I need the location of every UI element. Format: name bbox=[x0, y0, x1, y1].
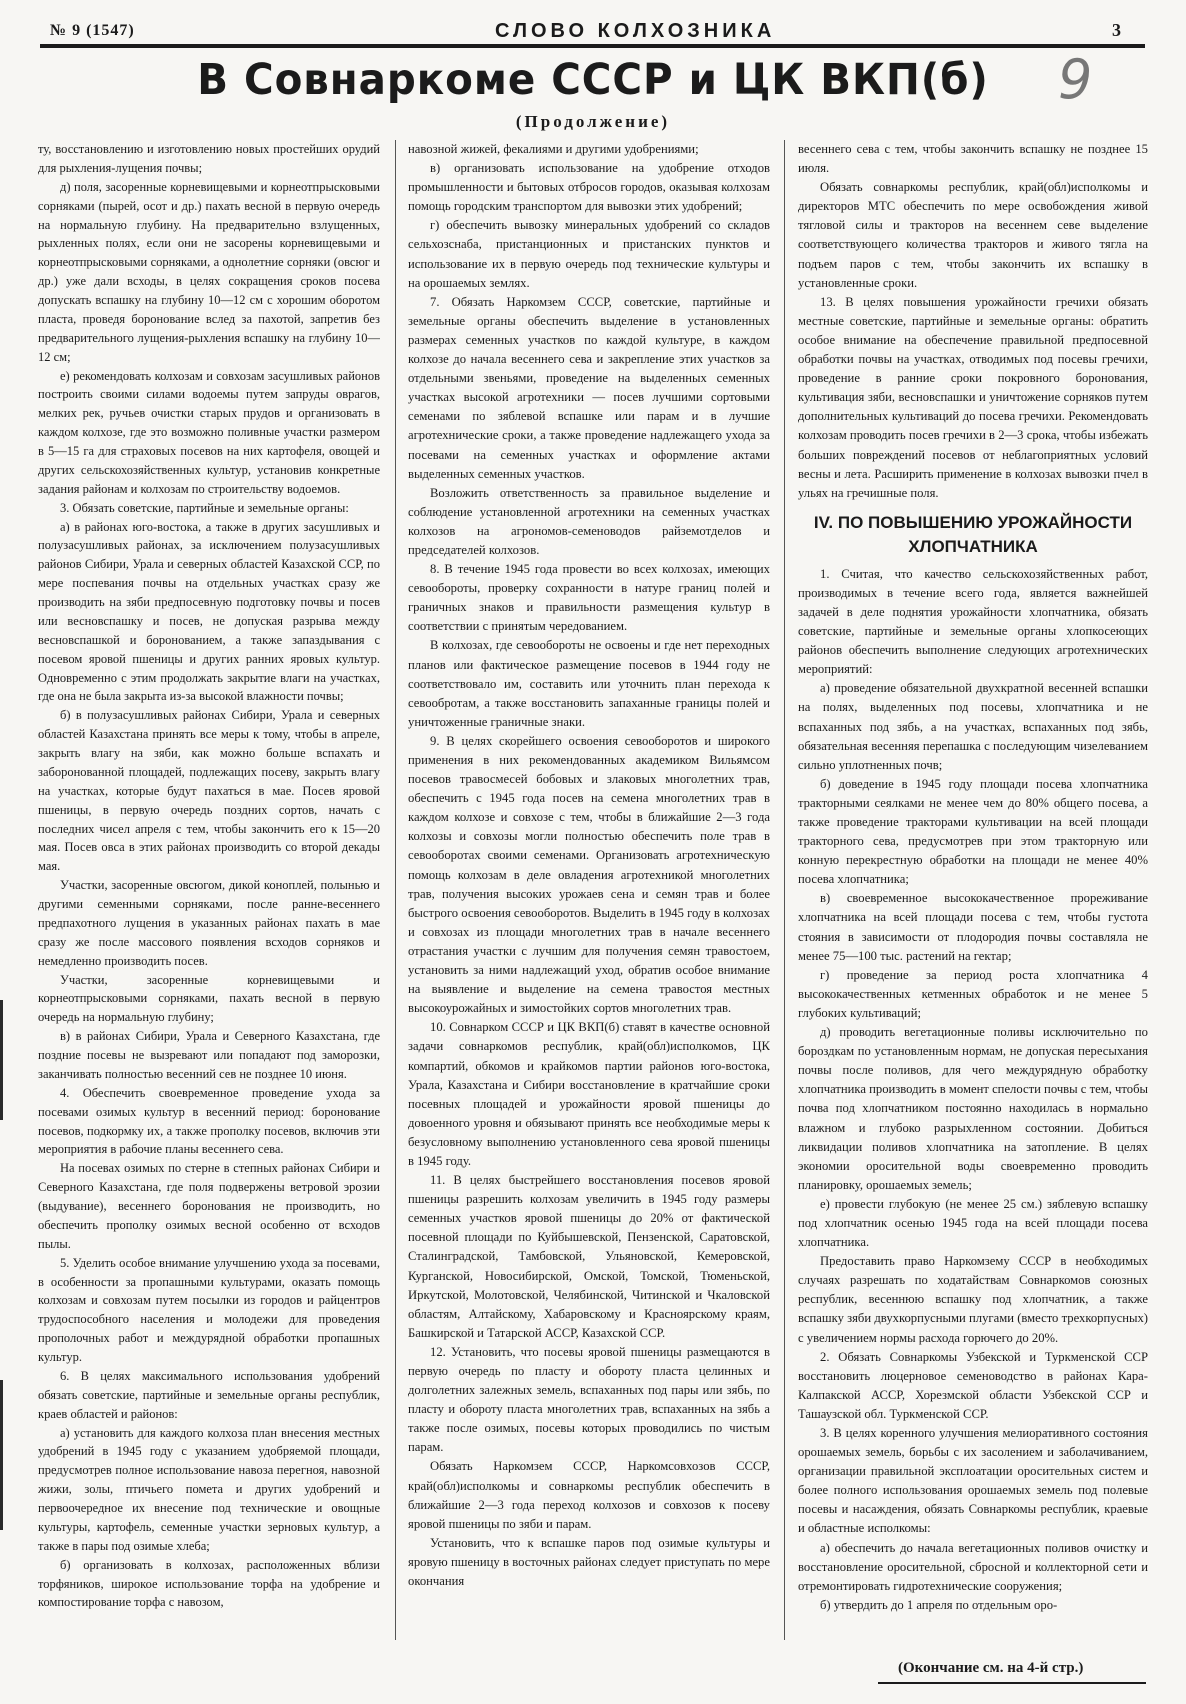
article-paragraph: 9. В целях скорейшего освоения севооборотов и широкого применения в них рекомендованных академиком Вильямсом посевов травосмесей бобовых и злаковых многолетних трав, обеспечить с 1945 года посев на семена многолетних трав в каждом колхозе и совхозе с тем, чтобы в ближайшие 2—3 года колхозы и совхозы могли полностью обеспечить поле трав в севооборотах своими семенами. Организовать агротехническую помощь колхозам в деле овладения агротехникой многолетних трав, получения высоких урожаев сена и семян трав и более быстрого освоения севооборотов. Выделить в 1945 году в колхозах и совхозах из площади многолетних трав в начале весеннего отрастания участки с лучшим для получения семян травостоем, установить за ними надлежащий уход, обратив особое внимание на выявление и выделение на семена травостоя местных высокоурожайных и зимостойких сортов многолетних трав. bbox=[408, 733, 770, 1016]
article-paragraph: д) поля, засоренные корневищевыми и корнеотпрысковыми сорняками (пырей, осот и др.) пахать весной в первую очередь на нормальную глубину. На предварительно взлущенных, рыхленных полях, если они не засорены корневищевыми и корнеотпрысковыми сорняками, а однолетние сорняки (овсюг и др.) уже дали всходы, в целях сокращения сроков посева допускать вспашку на глубину 10—12 см с хорошим оборотом пласта, проведя боронование вслед за пахотой, запретив без предварительного лущения-рыхления вспашку на глубину 10—12 см; bbox=[38, 179, 380, 364]
article-paragraph: е) рекомендовать колхозам и совхозам засушливых районов построить своими силами водоемы путем запруды оврагов, мелких рек, ручьев очистки старых прудов и организовать в каждом колхозе, где это возможно поливные участки размером в 5—15 га для страховых посевов на них картофеля, овощей и других сельскохозяйственных культур, установив конкретные задания районам и колхозам по строительству водоемов. bbox=[38, 368, 380, 496]
article-paragraph: 1. Считая, что качество сельскохозяйственных работ, производимых в течение всего года, является важнейшей задачей в деле поднятия урожайности хлопчатника, обязать советские, партийные и земельные органы хлопкосеющих районов обеспечить выполнение следующих агротехнических мероприятий: bbox=[798, 566, 1148, 677]
article-paragraph: 11. В целях быстрейшего восстановления посевов яровой пшеницы разрешить колхозам увеличить в 1945 году размеры семенных участков яровой пшеницы до 20% от фактической посевной площади по Куйбышевской, Пензенской, Саратовской, Сталинградской, Тамбовской, Ульяновской, Кемеровской, Курганской, Новосибирской, Омской, Томской, Тюменьской, Иркутской, Молотовской, Челябинской, Читинской и Чкаловской областям, Алтайскому, Хабаровскому и Красноярскому краям, Башкирской и Татарской АССР, Казахской ССР. bbox=[408, 1173, 770, 1340]
article-paragraph: весеннего сева с тем, чтобы закончить вспашку не позднее 15 июля. bbox=[798, 142, 1148, 176]
article-paragraph: б) доведение в 1945 году площади посева хлопчатника тракторными сеялками не менее чем до 80% общего посева, а также проведение тракторами культивации на всей площади тракторного сева, предусмотрев при этом тракторную или конную перекрестную обработки на площади не менее 40% посева хлопчатника; bbox=[798, 776, 1148, 887]
article-paragraph: а) в районах юго-востока, а также в других засушливых и полузасушливых районах, за исключением полузасушливых районов Сибири, Урала и северных областей Казахской ССР, по мере поспевания почвы на отдельных участках сразу же производить на зяби предпосевную подготовку почвы и посев или весновспашку и посев, не допуская разрыва между весновспашкой и боронованием, а также запаздывания с посевом яровой пшеницы и других ранних яровых культур. Одновременно с этим продолжать закрытие влаги на участках, где она не была закрыта из-за высокой влажности почвы; bbox=[38, 519, 380, 704]
article-column-1 bbox=[38, 140, 380, 1644]
article-paragraph: 13. В целях повышения урожайности гречихи обязать местные советские, партийные и земельные органы: обратить особое внимание на обеспечение правильной предпосевной обработки почвы на участках, отводимых под посевы гречихи, проведение в ранние сроки покровного боронования, культивация зяби, весновспашки и уничтожение сорняков путем дополнительных культиваций до посева гречихи. Рекомендовать колхозам проводить посев гречихи в 2—3 срока, чтобы избежать больших повреждений посевов от неблагоприятных условий весны и лета. Расширить применение в колхозах вывозки пчел в ульях на гречишные поля. bbox=[798, 294, 1148, 500]
left-edge-mark bbox=[0, 1000, 3, 1120]
article-paragraph: в) организовать использование на удобрение отходов промышленности и бытовых отбросов городов, оказывая колхозам помощь городским транспортом для вывозки этих удобрений; bbox=[408, 161, 770, 214]
article-paragraph: Обязать Наркомзем СССР, Наркомсовхозов СССР, край(обл)исполкомы и совнаркомы республик обеспечить в ближайшие 2—3 года переход колхозов и совхозов к посеву яровой пшеницы по зяби и парам. bbox=[408, 1459, 770, 1531]
handwritten-mark: 9 bbox=[1058, 48, 1093, 111]
article-paragraph: навозной жижей, фекалиями и другими удобрениями; bbox=[408, 142, 699, 156]
article-paragraph: Участки, засоренные овсюгом, дикой коноплей, полынью и другими семенными сорняками, после ранне-весеннего предпахотного лущения в указанных районах пахать в мае сразу же после массового появления всходов сорняков и немедленно производить посев. bbox=[38, 878, 380, 968]
page-number: 3 bbox=[1112, 20, 1121, 40]
page-header bbox=[40, 14, 1140, 44]
continuation-note: (Окончание см. на 4-й стр.) bbox=[898, 1660, 1084, 1676]
header-rule bbox=[40, 44, 1145, 48]
article-paragraph: Установить, что к вспашке паров под озимые культуры и яровую пшеницу в восточных районах следует приступать по мере окончания bbox=[408, 1535, 770, 1589]
article-paragraph: а) установить для каждого колхоза план внесения местных удобрений в 1945 году с указанием удобряемой площади, предусмотрев полное использование навоза перегноя, навозной жижи, золы, птичьего помета и других удобрений и первоочередное их внесение под технические и овощные культуры, картофель, семенные участки зерновых культур, а также в пары под озимые хлеба; bbox=[38, 1425, 380, 1553]
article-column-2 bbox=[408, 140, 770, 1644]
article-paragraph: Возложить ответственность за правильное выделение и соблюдение установленной агротехники на семенных участках колхозов на агрономов-семеноводов райземотделов и председателей колхозов. bbox=[408, 485, 770, 557]
headline: В Совнаркоме СССР и ЦК ВКП(б) bbox=[197, 55, 989, 105]
article-paragraph: е) провести глубокую (не менее 25 см.) зяблевую вспашку под хлопчатник осенью 1945 года на всей площади посева хлопчатника. bbox=[798, 1196, 1148, 1250]
article-paragraph: а) обеспечить до начала вегетационных поливов очистку и восстановление оросительной, сбросной и коллекторной сети и отремонтировать гидротехнические сооружения; bbox=[798, 1540, 1148, 1593]
article-paragraph: б) в полузасушливых районах Сибири, Урала и северных областей Казахстана принять все меры к тому, чтобы в апреле, закрыть влагу на зяби, как можно больше вспахать и заборонованной площадей, подлежащих посеву, закрыть влагу на участках, которые будут пахаться в мае. Посев яровой пшеницы, в первую очередь поздних сортов, начать с последних чисел апреля с тем, чтобы закончить его к 15—20 мая. Посев овса в этих районах производить со второй декады мая. bbox=[38, 708, 380, 874]
section-heading: IV. ПО ПОВЫШЕНИЮ УРОЖАЙНОСТИ ХЛОПЧАТНИКА bbox=[813, 512, 1133, 556]
newspaper-title: СЛОВО КОЛХОЗНИКА bbox=[495, 20, 776, 42]
article-paragraph: д) проводить вегетационные поливы исключительно по бороздкам по установленным нормам, не допуская пересыхания почвы после поливов, для чего междурядную обработку хлопчатника производить в момент спелости почвы с тем, чтобы почва под хлопчатником постоянно находилась в нормально влажном и глубоко разрыхленном состоянии. Добиться ликвидации поливов хлопчатника на затопление. В целях экономии оросительной воды своевременно проводить планировку, орошаемых земель; bbox=[798, 1025, 1148, 1192]
column-separator bbox=[395, 140, 396, 1640]
issue-number: № 9 (1547) bbox=[50, 22, 135, 39]
article-paragraph: 2. Обязать Совнаркомы Узбекской и Туркменской ССР восстановить люцерновое семеноводство в районах Кара-Калпакской АССР, Хорезмской области Узбекской ССР и Ташаузской обл. Туркменской ССР. bbox=[798, 1349, 1148, 1421]
article-paragraph: Обязать совнаркомы республик, край(обл)исполкомы и директоров МТС обеспечить по мере освобождения живой тягловой силы и тракторов на весеннем севе выделение соответствующего количества тракторов и живого тягла на подъем паров с тем, чтобы закончить их вспашку в установленные сроки. bbox=[798, 180, 1148, 290]
column-separator bbox=[784, 140, 785, 1640]
article-paragraph: 8. В течение 1945 года провести во всех колхозах, имеющих севообороты, проверку сохранности в натуре границ полей и граничных знаков и правильности размещения культур в соответствии с принятым чередованием. bbox=[408, 562, 770, 634]
article-paragraph: б) организовать в колхозах, расположенных вблизи торфяников, широкое использование торфа на удобрение и компостирование торфа с навозом, bbox=[38, 1557, 380, 1610]
article-paragraph: Участки, засоренные корневищевыми и корнеотпрысковыми сорняками, пахать весной в первую очередь на нормальную глубину; bbox=[38, 972, 380, 1025]
left-edge-mark bbox=[0, 1380, 3, 1530]
article-paragraph: 5. Уделить особое внимание улучшению ухода за посевами, в особенности за пропашными культурами, оказать помощь колхозам и совхозам путем посылки из городов и райцентров трудоспособного населения и молодежи для проведения прополочных работ и междурядной обработки пропашных культур. bbox=[38, 1255, 380, 1364]
article-paragraph: 3. Обязать советские, партийные и земельные органы: bbox=[60, 500, 349, 515]
article-paragraph: 3. В целях коренного улучшения мелиоративного состояния орошаемых земель, борьбы с их засолением и заболачиванием, организации правильной эксплоатации оросительных систем и более полного использования орошаемых земель под полевые посевы и насаждения, обязать Совнаркомы республик, краевые и областные исполкомы: bbox=[798, 1426, 1148, 1536]
article-paragraph: В колхозах, где севообороты не освоены и где нет переходных планов или фактическое размещение посевов в 1944 году не соответствовало им, составить или уточнить план перехода к севообротам, а также восстановить запаханные границы полей и уничтоженные граничные знаки. bbox=[408, 638, 770, 729]
article-paragraph: 4. Обеспечить своевременное проведение ухода за посевами озимых культур в весенний период: боронование посевов, подкормку их, а также прополку посевов, включив эти мероприятия в рабочие планы весеннего сева. bbox=[38, 1085, 380, 1157]
article-paragraph: в) в районах Сибири, Урала и Северного Казахстана, где поздние посевы не вызревают или попадают под заморозки, заканчивать полностью весенний сев не позднее 10 июня. bbox=[38, 1029, 380, 1081]
article-paragraph: г) проведение за период роста хлопчатника 4 высококачественных кетменных обработок и не менее 5 глубоких культиваций; bbox=[798, 967, 1148, 1020]
article-paragraph: Предоставить право Наркомзему СССР в необходимых случаях разрешать по ходатайствам Совнаркомов союзных республик, весеннюю вспашку под хлопчатник, а также вспашку зяби двухкорпусными плугами (вместо трехкорпусных) с увеличением нормы расхода горючего до 20%. bbox=[798, 1254, 1148, 1345]
article-paragraph: 6. В целях максимального использования удобрений обязать советские, партийные и земельные органы республик, краев областей и районов: bbox=[38, 1368, 380, 1421]
article-paragraph: 7. Обязать Наркомзем СССР, советские, партийные и земельные органы обеспечить выделение в установленных размерах семенных участков по каждой культуре, в каждом колхозе до начала весеннего сева и закрепление этих участков за отдельными звеньями, проведение на выделенных семенных участках высокой агротехники — посев лучшими сортовыми семенами по зяблевой вспашке или парам и в лучшие агротехнические сроки, а также проведение надлежащего ухода за посевами на семенных участках и оформление актами выделенных семенных участков. bbox=[408, 294, 770, 481]
article-paragraph: а) проведение обязательной двухкратной весенней вспашки на полях, выделенных под посевы, хлопчатника и не вспаханных под зябь, а на участках, вспаханных под зябь, обязательная весенняя перепашка с последующим чизелеванием сильно уплотненных почв; bbox=[798, 681, 1148, 772]
footer-rule bbox=[878, 1682, 1146, 1684]
article-paragraph: б) утвердить до 1 апреля по отдельным оро- bbox=[820, 1597, 1058, 1612]
article-paragraph: ту, восстановлению и изготовлению новых простейших орудий для рыхления-лущения почвы; bbox=[38, 142, 380, 175]
subheadline: (Продолжение) bbox=[515, 112, 671, 131]
article-paragraph: в) своевременное высококачественное прореживание хлопчатника на всей площади посева с тем, чтобы густота стояния в зависимости от плодородия почвы составляла не менее 75—100 тыс. растений на гектар; bbox=[798, 891, 1148, 963]
article-column-3 bbox=[798, 140, 1148, 1644]
article-paragraph: г) обеспечить вывозку минеральных удобрений со складов сельхозснаба, пристанционных и пристанских пунктов и использование их в первую очередь под технические культуры и на орошаемых землях. bbox=[408, 218, 770, 290]
article-paragraph: 10. Совнарком СССР и ЦК ВКП(б) ставят в качестве основной задачи совнаркомов республик, край(обл)исполкомов, ЦК компартий, обкомов и крайкомов партии районов юго-востока, Урала, Казахстана и Сибири восстановление в кратчайшие сроки посевных площадей и урожайности яровой пшеницы до довоенного уровня и обязывают принять все необходимые меры к безусловному выполнению установленного сева яровой пшеницы в 1945 году. bbox=[408, 1020, 770, 1168]
article-paragraph: 12. Установить, что посевы яровой пшеницы размещаются в первую очередь по пласту и обороту пласта целинных и долголетних залежных земель, вспаханных под пары или зябь, по пласту и обороту пласта многолетних трав, вспаханных на зябь а также после озимых, посевы которых проводились по чистым парам. bbox=[408, 1344, 770, 1455]
article-paragraph: На посевах озимых по стерне в степных районах Сибири и Северного Казахстана, где поля подвержены ветровой эрозии (выдувание), весеннего боронования не производить, но обеспечить прополку озимых весной особенно от всходов пылы. bbox=[38, 1161, 380, 1251]
